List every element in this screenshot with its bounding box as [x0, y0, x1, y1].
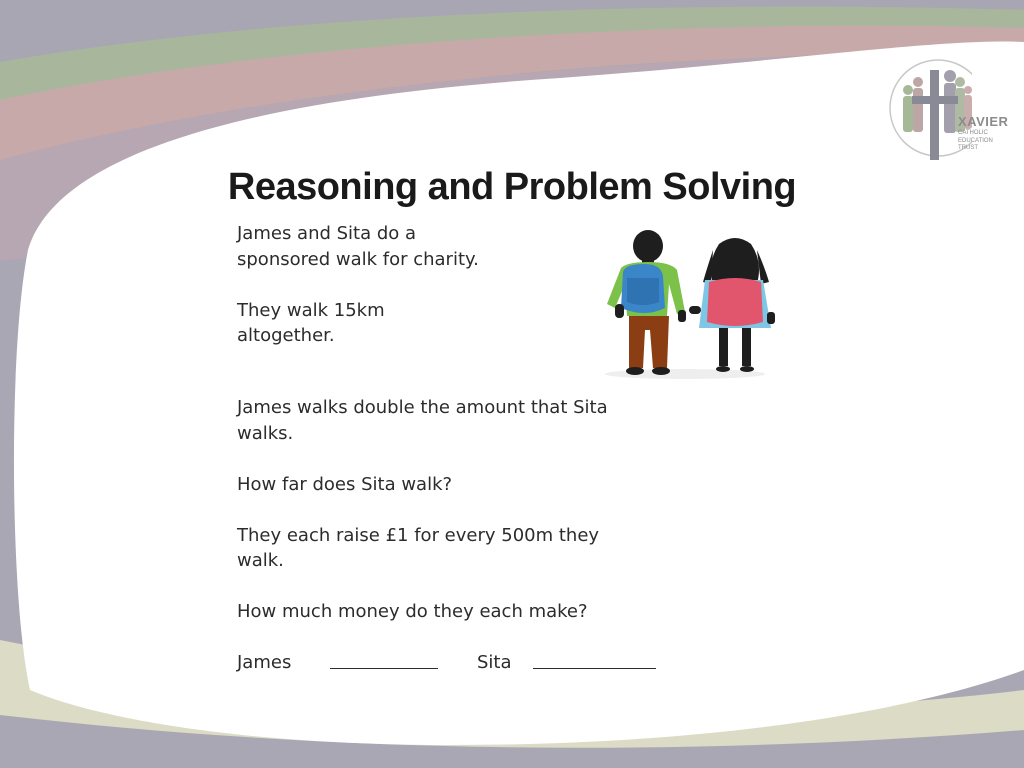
problem-text-line: altogether. [237, 325, 335, 346]
logo-subtitle-line: EDUCATION [958, 137, 993, 144]
question-text: How far does Sita walk? [237, 474, 453, 495]
xavier-logo [888, 54, 1018, 166]
answer-label-james: James [237, 652, 292, 673]
children-walking-illustration [585, 228, 790, 380]
answer-blank-sita [533, 668, 656, 669]
answer-label-sita: Sita [477, 652, 512, 673]
logo-name: XAVIER [958, 114, 1009, 129]
problem-text-line: They each raise £1 for every 500m they [237, 525, 600, 546]
logo-subtitle-line: CATHOLIC [958, 130, 988, 136]
problem-text-line: sponsored walk for charity. [237, 249, 479, 270]
problem-text-line: James and Sita do a [237, 223, 417, 244]
problem-text-line: James walks double the amount that Sita [237, 397, 608, 418]
slide-title: Reasoning and Problem Solving [227, 166, 797, 208]
question-text: How much money do they each make? [237, 601, 588, 622]
problem-text-line: They walk 15km [237, 300, 385, 321]
answer-blank-james [330, 668, 438, 669]
logo-subtitle [958, 130, 1018, 153]
logo-subtitle-line: TRUST [958, 145, 978, 151]
problem-text-line: walks. [237, 423, 294, 444]
problem-text-line: walk. [237, 550, 284, 571]
